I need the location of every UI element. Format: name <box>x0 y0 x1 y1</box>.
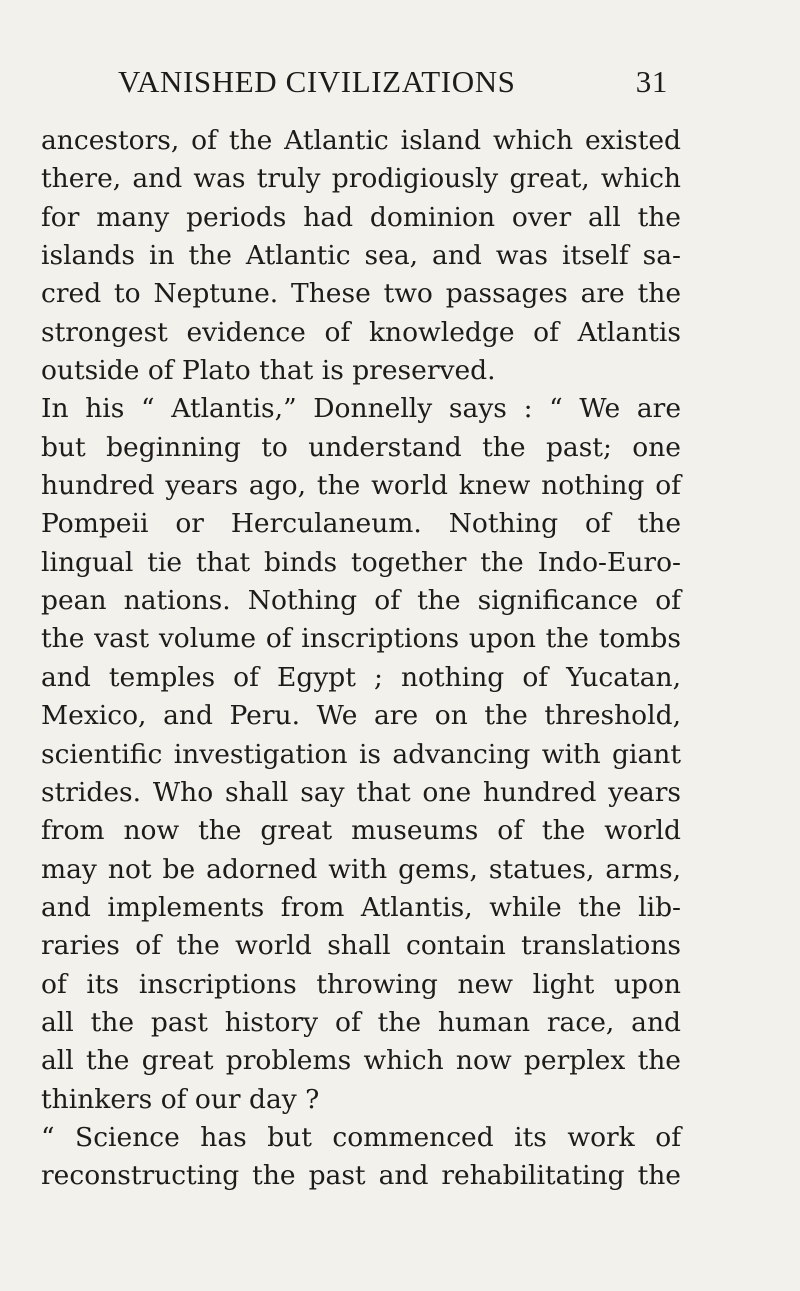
text-line: but beginning to understand the past; one <box>41 431 681 463</box>
running-head <box>118 64 668 108</box>
text-line: from now the great museums of the world <box>41 815 681 847</box>
text-line: In his “ Atlantis,” Donnelly says : “ We are <box>41 393 681 425</box>
text-line: and temples of Egypt ; nothing of Yucatan, <box>41 661 681 693</box>
page-number: 31 <box>635 64 668 99</box>
text-line: thinkers of our day ? <box>41 1083 320 1115</box>
text-line: Mexico, and Peru. We are on the threshold, <box>41 700 681 732</box>
text-line: for many periods had dominion over all the <box>41 201 681 233</box>
text-line: the vast volume of inscriptions upon the tombs <box>41 623 681 655</box>
text-line: strongest evidence of knowledge of Atlantis <box>41 316 681 348</box>
text-line: strides. Who shall say that one hundred years <box>41 776 681 808</box>
text-line: cred to Neptune. These two passages are the <box>41 278 681 310</box>
text-line: all the great problems which now perplex the <box>41 1045 681 1077</box>
text-line: outside of Plato that is preserved. <box>41 355 496 387</box>
text-line: of its inscriptions throwing new light upon <box>41 968 681 1000</box>
text-line: islands in the Atlantic sea, and was itself sa- <box>41 240 681 272</box>
text-line: hundred years ago, the world knew nothing of <box>41 470 681 502</box>
text-line: Pompeii or Herculaneum. Nothing of the <box>41 508 681 540</box>
text-line: reconstructing the past and rehabilitating the <box>41 1160 681 1192</box>
text-line: and implements from Atlantis, while the lib- <box>41 891 681 923</box>
text-line: ancestors, of the Atlantic island which existed <box>41 125 681 156</box>
text-line: all the past history of the human race, and <box>41 1006 681 1038</box>
text-line: lingual tie that binds together the Indo-Euro- <box>41 546 681 578</box>
text-line: there, and was truly prodigiously great, which <box>41 163 681 195</box>
text-line: may not be adorned with gems, statues, arms, <box>41 853 681 885</box>
text-line: “ Science has but commenced its work of <box>41 1121 681 1153</box>
text-line: scientific investigation is advancing with giant <box>41 738 681 770</box>
running-head-title: VANISHED CIVILIZATIONS <box>118 64 516 99</box>
body-text <box>41 122 681 1196</box>
text-line: pean nations. Nothing of the significance of <box>41 585 681 617</box>
text-line: raries of the world shall contain translations <box>41 930 681 962</box>
